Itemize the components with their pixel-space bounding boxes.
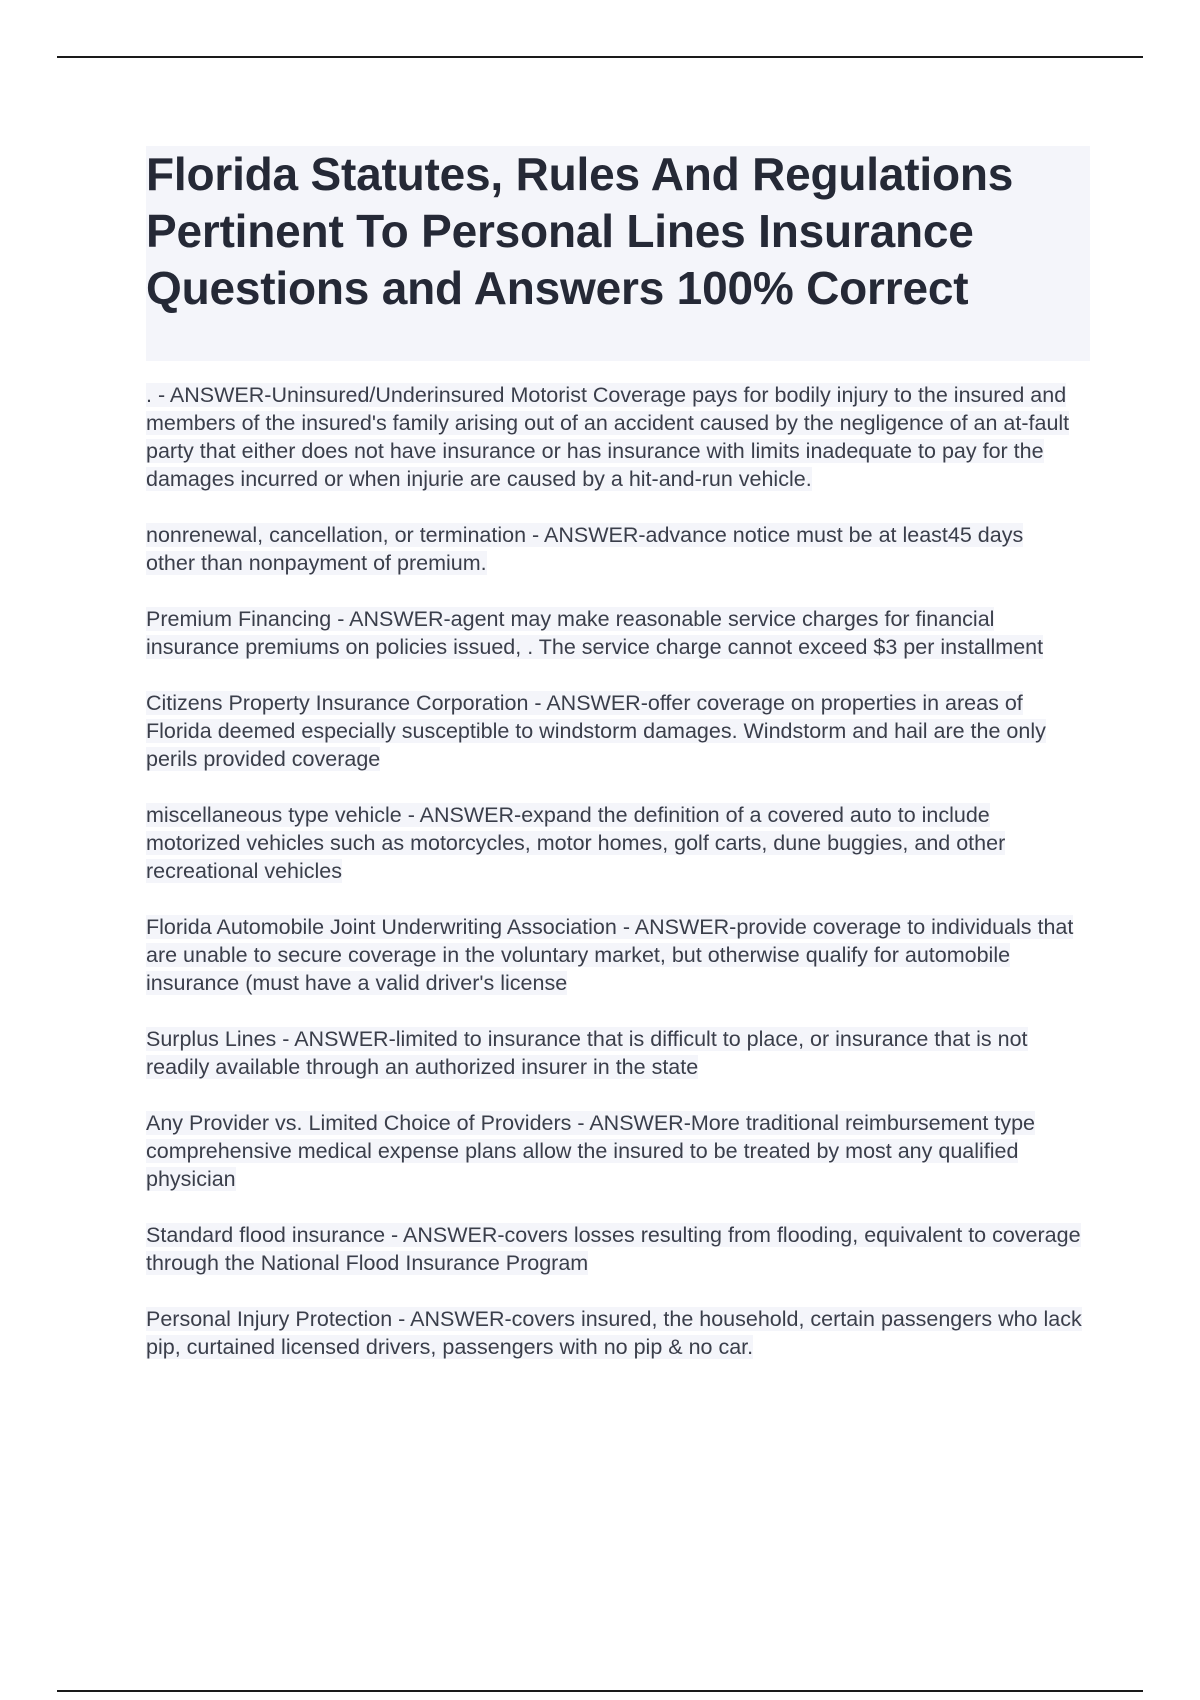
qa-separator: - ANSWER- [401, 803, 522, 827]
qa-item [146, 381, 1090, 493]
qa-separator: - ANSWER- [385, 1223, 505, 1247]
qa-answer: covers losses resulting from flooding, equivalent to coverage through the National Flood Insurance Program [146, 1223, 1081, 1275]
qa-term: Citizens Property Insurance Corporation [146, 691, 529, 715]
qa-separator: - ANSWER- [276, 1027, 396, 1051]
qa-answer: covers insured, the household, certain passengers who lack pip, curtained licensed drivers, passengers with no pip & no car. [146, 1307, 1082, 1359]
qa-separator: - ANSWER- [616, 915, 737, 939]
qa-answer: offer coverage on properties in areas of Florida deemed especially susceptible to windstorm damages. Windstorm and hail are the only perils provided coverage [146, 691, 1046, 771]
qa-answer: expand the definition of a covered auto to include motorized vehicles such as motorcycles, motor homes, golf carts, dune buggies, and other recreational vehicles [146, 803, 1006, 883]
qa-term: miscellaneous type vehicle [146, 803, 402, 827]
qa-term: nonrenewal, cancellation, or termination [146, 523, 527, 547]
qa-term: Standard flood insurance [146, 1223, 386, 1247]
qa-item [146, 689, 1090, 773]
document-body [146, 146, 1090, 1389]
qa-term: Surplus Lines [146, 1027, 277, 1051]
qa-term: Personal Injury Protection [146, 1307, 393, 1331]
qa-term: Florida Automobile Joint Underwriting Association [146, 915, 617, 939]
qa-separator: - ANSWER- [571, 1111, 691, 1135]
top-rule [57, 56, 1143, 58]
qa-answer: Uninsured/Underinsured Motorist Coverage pays for bodily injury to the insured and members of the insured's family arising out of an accident caused by the negligence of an at-fault party that either does not have insurance or has insurance with limits inadequate to pay for the damages incurred or when injurie are caused by a hit-and-run vehicle. [146, 383, 1070, 491]
qa-separator: - ANSWER- [526, 523, 646, 547]
qa-item [146, 1109, 1090, 1193]
qa-answer: provide coverage to individuals that are unable to secure coverage in the voluntary market, but otherwise qualify for automobile insurance (must have a valid driver's license [146, 915, 1074, 995]
bottom-rule [57, 1690, 1143, 1692]
qa-term: Premium Financing [146, 607, 332, 631]
qa-item [146, 801, 1090, 885]
qa-answer: agent may make reasonable service charges for financial insurance premiums on policies issued, . The service charge cannot exceed $3 per installment [146, 607, 1044, 659]
qa-item [146, 1025, 1090, 1081]
qa-separator: - ANSWER- [331, 607, 451, 631]
qa-item [146, 521, 1090, 577]
qa-answer: More traditional reimbursement type comprehensive medical expense plans allow the insured to be treated by most any qualified physician [146, 1111, 1036, 1191]
qa-answer: limited to insurance that is difficult to place, or insurance that is not readily available through an authorized insurer in the state [146, 1027, 1028, 1079]
qa-item [146, 1221, 1090, 1277]
qa-separator: - ANSWER- [151, 383, 272, 407]
qa-item [146, 605, 1090, 661]
qa-answer-continuation: other than nonpayment of premium. [146, 551, 487, 575]
qa-item [146, 913, 1090, 997]
qa-term: . [146, 383, 152, 407]
title-block [146, 146, 1090, 361]
qa-answer: advance notice must be at least45 days [645, 523, 1024, 547]
qa-separator: - ANSWER- [528, 691, 648, 715]
qa-term: Any Provider vs. Limited Choice of Providers [146, 1111, 572, 1135]
qa-item [146, 1305, 1090, 1361]
qa-separator: - ANSWER- [392, 1307, 512, 1331]
document-title: Florida Statutes, Rules And Regulations Pertinent To Personal Lines Insurance Questions and Answers 100% Correct [146, 148, 1014, 314]
